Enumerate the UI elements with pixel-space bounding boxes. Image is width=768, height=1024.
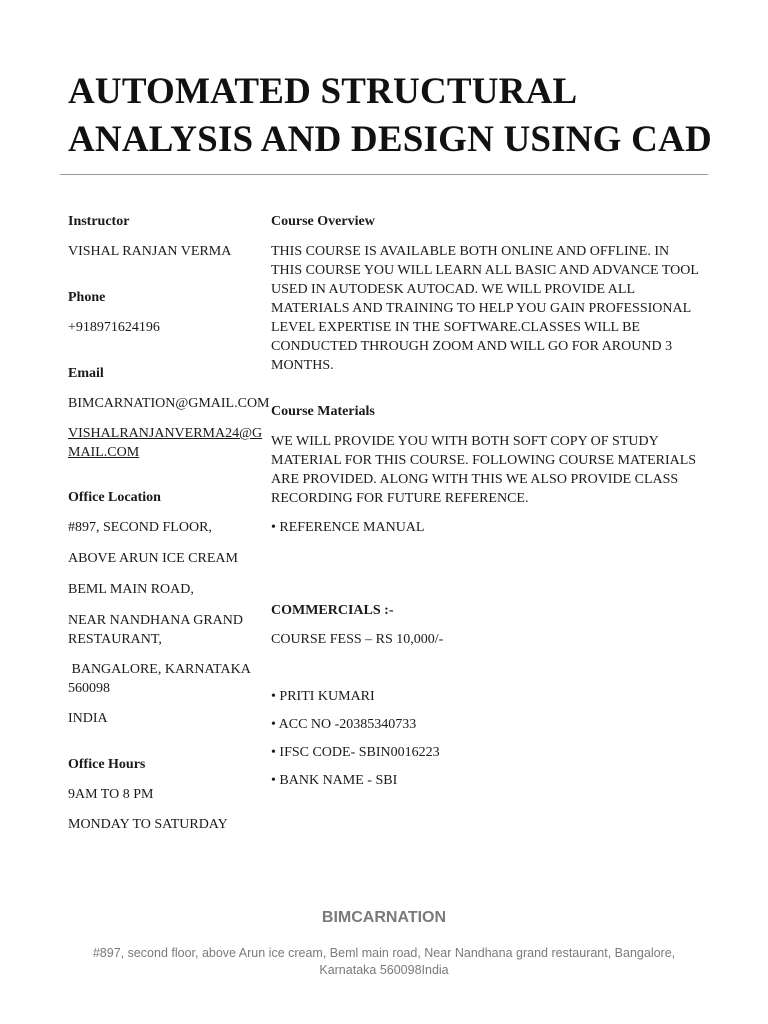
- course-fees: COURSE FESS – RS 10,000/-: [271, 632, 444, 647]
- document-title: [68, 68, 712, 164]
- bank-bullet: • IFSC CODE- SBIN0016223: [271, 745, 440, 760]
- office-hours-heading: Office Hours: [68, 757, 146, 772]
- address-line: [68, 611, 268, 649]
- title-divider: [60, 174, 708, 175]
- bank-bullet: • PRITI KUMARI: [271, 689, 375, 704]
- address-line-part: 560098: [68, 681, 110, 696]
- materials-line: MATERIAL FOR THIS COURSE. FOLLOWING COURSE MATERIALS: [271, 453, 697, 468]
- overview-line: THIS COURSE YOU WILL LEARN ALL BASIC AND ADVANCE TOOL: [271, 263, 699, 278]
- address-line-part: RESTAURANT,: [68, 632, 162, 647]
- overview-line: USED IN AUTODESK AUTOCAD. WE WILL PROVIDE ALL: [271, 282, 635, 297]
- email-primary: BIMCARNATION@GMAIL.COM: [68, 396, 270, 411]
- address-line: BEML MAIN ROAD,: [68, 582, 194, 597]
- email-secondary-line-1: VISHALRANJANVERMA24@G: [68, 426, 263, 441]
- email-secondary-line-2: MAIL.COM: [68, 445, 140, 460]
- contact-column: [68, 212, 268, 834]
- instructor-heading: Instructor: [68, 214, 130, 229]
- address-country: INDIA: [68, 711, 108, 726]
- phone-number: +918971624196: [68, 320, 160, 335]
- email-heading: Email: [68, 366, 104, 381]
- materials-line: WE WILL PROVIDE YOU WITH BOTH SOFT COPY OF STUDY: [271, 434, 659, 449]
- materials-line: ARE PROVIDED. ALONG WITH THIS WE ALSO PROVIDE CLASS: [271, 472, 679, 487]
- address-line: ABOVE ARUN ICE CREAM: [68, 551, 238, 566]
- address-line-part: NEAR NANDHANA GRAND: [68, 613, 243, 628]
- course-overview-text: [271, 242, 711, 375]
- title-line-1: AUTOMATED STRUCTURAL: [68, 71, 578, 112]
- overview-line: LEVEL EXPERTISE IN THE SOFTWARE.CLASSES WILL BE: [271, 320, 640, 335]
- footer-address: [60, 945, 708, 979]
- materials-line: RECORDING FOR FUTURE REFERENCE.: [271, 491, 529, 506]
- overview-line: MONTHS.: [271, 358, 334, 373]
- address-line: #897, SECOND FLOOR,: [68, 520, 212, 535]
- title-line-2: ANALYSIS AND DESIGN USING CAD: [68, 119, 712, 160]
- office-hours-time: 9AM TO 8 PM: [68, 787, 154, 802]
- materials-bullet: • REFERENCE MANUAL: [271, 520, 425, 535]
- office-location-heading: Office Location: [68, 490, 161, 505]
- address-line: [68, 660, 268, 698]
- phone-heading: Phone: [68, 290, 106, 305]
- course-materials-heading: Course Materials: [271, 404, 375, 419]
- overview-line: MATERIALS AND TRAINING TO HELP YOU GAIN PROFESSIONAL: [271, 301, 692, 316]
- commercials-heading: COMMERCIALS :-: [271, 603, 394, 618]
- footer-address-line-1: #897, second floor, above Arun ice cream, Beml main road, Near Nandhana grand restaurant, Bangalore,: [92, 946, 676, 960]
- overview-line: CONDUCTED THROUGH ZOOM AND WILL GO FOR AROUND 3: [271, 339, 673, 354]
- office-hours-days: MONDAY TO SATURDAY: [68, 817, 228, 832]
- course-materials-text: [271, 432, 711, 508]
- overview-line: THIS COURSE IS AVAILABLE BOTH ONLINE AND OFFLINE. IN: [271, 244, 670, 259]
- course-column: [271, 212, 711, 790]
- address-line-part: BANGALORE, KARNATAKA: [68, 662, 251, 677]
- bank-bullet: • BANK NAME - SBI: [271, 773, 398, 788]
- instructor-name: VISHAL RANJAN VERMA: [68, 244, 232, 259]
- footer-company-name: BIMCARNATION: [321, 909, 447, 926]
- email-secondary-link[interactable]: [68, 424, 268, 462]
- course-overview-heading: Course Overview: [271, 214, 375, 229]
- footer-address-line-2: Karnataka 560098India: [319, 963, 449, 977]
- bank-bullet: • ACC NO -20385340733: [271, 717, 417, 732]
